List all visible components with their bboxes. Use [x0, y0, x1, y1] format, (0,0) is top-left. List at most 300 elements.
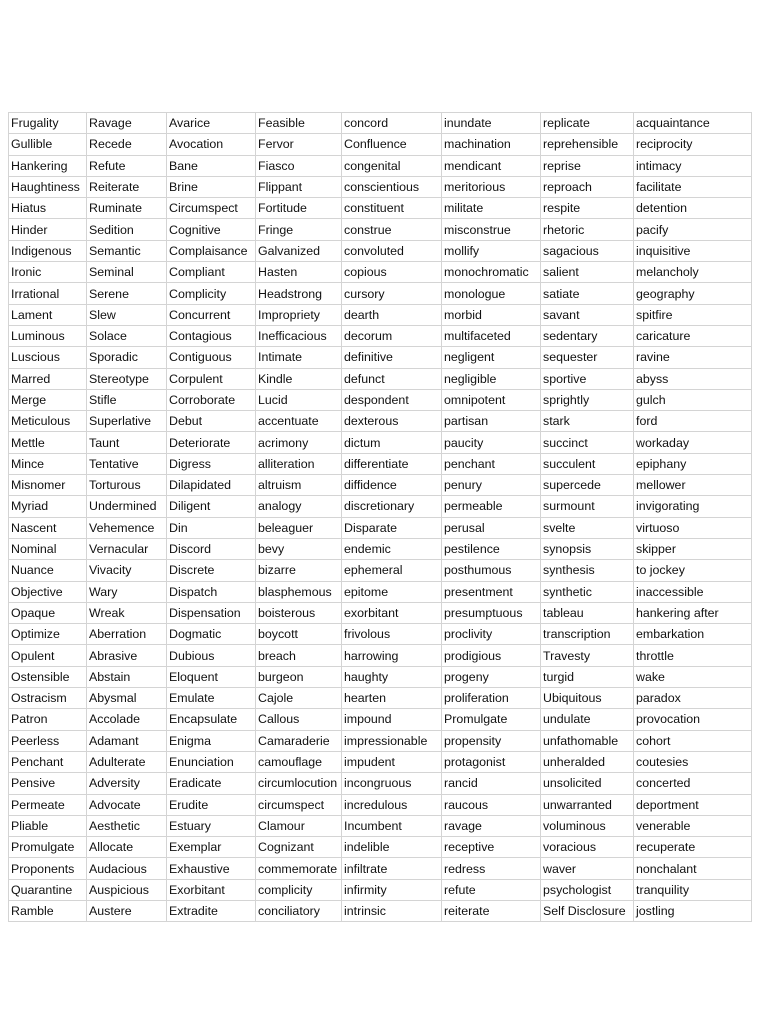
table-cell: detention: [634, 198, 752, 219]
table-cell: Hinder: [9, 219, 87, 240]
table-cell: reiterate: [442, 900, 541, 921]
table-row: [9, 517, 752, 538]
table-cell: Discrete: [167, 560, 256, 581]
table-row: [9, 581, 752, 602]
table-cell: reproach: [541, 176, 634, 197]
table-cell: Seminal: [87, 262, 167, 283]
table-cell: frivolous: [342, 624, 442, 645]
table-cell: Ironic: [9, 262, 87, 283]
table-cell: Disparate: [342, 517, 442, 538]
table-cell: discretionary: [342, 496, 442, 517]
table-cell: defunct: [342, 368, 442, 389]
table-cell: Irrational: [9, 283, 87, 304]
table-cell: dictum: [342, 432, 442, 453]
table-row: [9, 219, 752, 240]
table-cell: Mince: [9, 453, 87, 474]
table-cell: undulate: [541, 709, 634, 730]
table-cell: haughty: [342, 666, 442, 687]
table-cell: Ostensible: [9, 666, 87, 687]
table-cell: succinct: [541, 432, 634, 453]
table-cell: Taunt: [87, 432, 167, 453]
table-cell: reprise: [541, 155, 634, 176]
table-cell: voracious: [541, 837, 634, 858]
table-cell: Debut: [167, 411, 256, 432]
table-row: [9, 688, 752, 709]
table-cell: Wreak: [87, 602, 167, 623]
table-cell: dearth: [342, 304, 442, 325]
table-cell: Optimize: [9, 624, 87, 645]
table-cell: Auspicious: [87, 879, 167, 900]
table-cell: Austere: [87, 900, 167, 921]
table-cell: Aberration: [87, 624, 167, 645]
table-cell: Enigma: [167, 730, 256, 751]
table-cell: Complicity: [167, 283, 256, 304]
table-cell: Cognitive: [167, 219, 256, 240]
table-cell: negligent: [442, 347, 541, 368]
table-cell: proclivity: [442, 624, 541, 645]
table-cell: presumptuous: [442, 602, 541, 623]
table-cell: Corpulent: [167, 368, 256, 389]
table-cell: Dispensation: [167, 602, 256, 623]
table-row: [9, 709, 752, 730]
table-cell: harrowing: [342, 645, 442, 666]
table-cell: protagonist: [442, 751, 541, 772]
table-row: [9, 262, 752, 283]
table-cell: boycott: [256, 624, 342, 645]
table-cell: refute: [442, 879, 541, 900]
table-cell: intimacy: [634, 155, 752, 176]
table-row: [9, 368, 752, 389]
table-cell: ravine: [634, 347, 752, 368]
table-cell: Tentative: [87, 453, 167, 474]
table-cell: multifaceted: [442, 325, 541, 346]
table-cell: impound: [342, 709, 442, 730]
table-cell: mendicant: [442, 155, 541, 176]
table-row: [9, 453, 752, 474]
table-cell: inquisitive: [634, 240, 752, 261]
table-cell: synopsis: [541, 538, 634, 559]
table-cell: cohort: [634, 730, 752, 751]
table-cell: Adulterate: [87, 751, 167, 772]
table-cell: Erudite: [167, 794, 256, 815]
table-cell: complicity: [256, 879, 342, 900]
table-cell: decorum: [342, 325, 442, 346]
table-cell: Dilapidated: [167, 475, 256, 496]
table-cell: Reiterate: [87, 176, 167, 197]
table-cell: cursory: [342, 283, 442, 304]
table-cell: Circumspect: [167, 198, 256, 219]
table-cell: tableau: [541, 602, 634, 623]
table-row: [9, 496, 752, 517]
table-cell: svelte: [541, 517, 634, 538]
table-cell: Quarantine: [9, 879, 87, 900]
table-cell: posthumous: [442, 560, 541, 581]
table-cell: waver: [541, 858, 634, 879]
table-cell: accentuate: [256, 411, 342, 432]
table-cell: commemorate: [256, 858, 342, 879]
table-cell: progeny: [442, 666, 541, 687]
table-cell: Permeate: [9, 794, 87, 815]
table-cell: Avocation: [167, 134, 256, 155]
table-cell: Vernacular: [87, 538, 167, 559]
table-cell: machination: [442, 134, 541, 155]
table-cell: Myriad: [9, 496, 87, 517]
table-cell: hankering after: [634, 602, 752, 623]
table-cell: Ravage: [87, 113, 167, 134]
table-cell: Complaisance: [167, 240, 256, 261]
table-cell: concord: [342, 113, 442, 134]
table-cell: penury: [442, 475, 541, 496]
table-cell: Merge: [9, 389, 87, 410]
table-cell: Advocate: [87, 794, 167, 815]
table-row: [9, 283, 752, 304]
table-cell: constituent: [342, 198, 442, 219]
table-cell: Nascent: [9, 517, 87, 538]
table-cell: ephemeral: [342, 560, 442, 581]
table-cell: Discord: [167, 538, 256, 559]
table-row: [9, 794, 752, 815]
table-cell: Headstrong: [256, 283, 342, 304]
table-cell: Promulgate: [442, 709, 541, 730]
table-cell: Emulate: [167, 688, 256, 709]
table-row: [9, 751, 752, 772]
table-row: [9, 240, 752, 261]
table-cell: Allocate: [87, 837, 167, 858]
table-row: [9, 624, 752, 645]
table-cell: Ramble: [9, 900, 87, 921]
table-cell: succulent: [541, 453, 634, 474]
table-row: [9, 773, 752, 794]
table-cell: Gullible: [9, 134, 87, 155]
table-cell: pestilence: [442, 538, 541, 559]
table-cell: transcription: [541, 624, 634, 645]
table-cell: nonchalant: [634, 858, 752, 879]
table-cell: impudent: [342, 751, 442, 772]
table-cell: Pliable: [9, 815, 87, 836]
table-cell: Slew: [87, 304, 167, 325]
table-cell: infirmity: [342, 879, 442, 900]
table-cell: geography: [634, 283, 752, 304]
table-cell: workaday: [634, 432, 752, 453]
table-cell: Vehemence: [87, 517, 167, 538]
table-cell: intrinsic: [342, 900, 442, 921]
table-cell: burgeon: [256, 666, 342, 687]
table-cell: analogy: [256, 496, 342, 517]
table-cell: gulch: [634, 389, 752, 410]
table-cell: Feasible: [256, 113, 342, 134]
table-cell: Opaque: [9, 602, 87, 623]
table-cell: unsolicited: [541, 773, 634, 794]
table-row: [9, 538, 752, 559]
table-cell: redress: [442, 858, 541, 879]
table-cell: paradox: [634, 688, 752, 709]
table-cell: inundate: [442, 113, 541, 134]
table-cell: concerted: [634, 773, 752, 794]
table-row: [9, 858, 752, 879]
table-cell: propensity: [442, 730, 541, 751]
table-cell: Nuance: [9, 560, 87, 581]
table-cell: omnipotent: [442, 389, 541, 410]
table-cell: permeable: [442, 496, 541, 517]
table-cell: circumlocution: [256, 773, 342, 794]
table-cell: jostling: [634, 900, 752, 921]
table-cell: recuperate: [634, 837, 752, 858]
table-cell: monologue: [442, 283, 541, 304]
table-cell: psychologist: [541, 879, 634, 900]
table-cell: Deteriorate: [167, 432, 256, 453]
table-cell: Proponents: [9, 858, 87, 879]
table-cell: Misnomer: [9, 475, 87, 496]
table-cell: monochromatic: [442, 262, 541, 283]
table-cell: Abysmal: [87, 688, 167, 709]
table-cell: Self Disclosure: [541, 900, 634, 921]
table-cell: unheralded: [541, 751, 634, 772]
table-cell: copious: [342, 262, 442, 283]
table-cell: Peerless: [9, 730, 87, 751]
table-cell: caricature: [634, 325, 752, 346]
table-cell: unwarranted: [541, 794, 634, 815]
table-cell: facilitate: [634, 176, 752, 197]
table-cell: Enunciation: [167, 751, 256, 772]
table-cell: Contiguous: [167, 347, 256, 368]
table-cell: blasphemous: [256, 581, 342, 602]
table-cell: congenital: [342, 155, 442, 176]
table-cell: provocation: [634, 709, 752, 730]
table-cell: Torturous: [87, 475, 167, 496]
table-cell: Brine: [167, 176, 256, 197]
table-cell: spitfire: [634, 304, 752, 325]
table-cell: Frugality: [9, 113, 87, 134]
table-row: [9, 176, 752, 197]
table-cell: conscientious: [342, 176, 442, 197]
table-cell: Corroborate: [167, 389, 256, 410]
table-cell: Stereotype: [87, 368, 167, 389]
table-cell: Contagious: [167, 325, 256, 346]
table-cell: Accolade: [87, 709, 167, 730]
table-cell: wake: [634, 666, 752, 687]
table-cell: acquaintance: [634, 113, 752, 134]
table-cell: altruism: [256, 475, 342, 496]
table-cell: misconstrue: [442, 219, 541, 240]
table-cell: pacify: [634, 219, 752, 240]
table-cell: Exemplar: [167, 837, 256, 858]
table-cell: diffidence: [342, 475, 442, 496]
table-cell: reprehensible: [541, 134, 634, 155]
table-cell: Objective: [9, 581, 87, 602]
table-row: [9, 666, 752, 687]
table-cell: Camaraderie: [256, 730, 342, 751]
table-cell: melancholy: [634, 262, 752, 283]
table-cell: embarkation: [634, 624, 752, 645]
table-cell: Ruminate: [87, 198, 167, 219]
table-cell: Dispatch: [167, 581, 256, 602]
table-cell: coutesies: [634, 751, 752, 772]
table-cell: paucity: [442, 432, 541, 453]
table-cell: indelible: [342, 837, 442, 858]
table-cell: penchant: [442, 453, 541, 474]
table-cell: beleaguer: [256, 517, 342, 538]
table-cell: Impropriety: [256, 304, 342, 325]
table-cell: incongruous: [342, 773, 442, 794]
table-cell: turgid: [541, 666, 634, 687]
table-cell: Sedition: [87, 219, 167, 240]
table-cell: reciprocity: [634, 134, 752, 155]
table-cell: Opulent: [9, 645, 87, 666]
table-row: [9, 645, 752, 666]
table-cell: Abrasive: [87, 645, 167, 666]
table-cell: infiltrate: [342, 858, 442, 879]
table-cell: Ostracism: [9, 688, 87, 709]
table-cell: Luscious: [9, 347, 87, 368]
table-cell: Fervor: [256, 134, 342, 155]
table-cell: definitive: [342, 347, 442, 368]
table-cell: camouflage: [256, 751, 342, 772]
table-row: [9, 475, 752, 496]
table-cell: Ubiquitous: [541, 688, 634, 709]
table-cell: mollify: [442, 240, 541, 261]
table-cell: Adamant: [87, 730, 167, 751]
table-row: [9, 304, 752, 325]
table-cell: Exorbitant: [167, 879, 256, 900]
table-cell: Callous: [256, 709, 342, 730]
table-cell: dexterous: [342, 411, 442, 432]
table-cell: Recede: [87, 134, 167, 155]
table-cell: Fringe: [256, 219, 342, 240]
table-cell: Cognizant: [256, 837, 342, 858]
table-row: [9, 134, 752, 155]
table-cell: Vivacity: [87, 560, 167, 581]
table-cell: Encapsulate: [167, 709, 256, 730]
table-cell: boisterous: [256, 602, 342, 623]
table-cell: Eloquent: [167, 666, 256, 687]
table-cell: Digress: [167, 453, 256, 474]
table-cell: epitome: [342, 581, 442, 602]
table-cell: Inefficacious: [256, 325, 342, 346]
table-cell: Dogmatic: [167, 624, 256, 645]
table-cell: Fortitude: [256, 198, 342, 219]
table-cell: conciliatory: [256, 900, 342, 921]
table-cell: bizarre: [256, 560, 342, 581]
table-cell: synthesis: [541, 560, 634, 581]
table-cell: meritorious: [442, 176, 541, 197]
table-cell: abyss: [634, 368, 752, 389]
vocabulary-table: [8, 112, 752, 922]
table-row: [9, 602, 752, 623]
table-cell: Dubious: [167, 645, 256, 666]
table-cell: sprightly: [541, 389, 634, 410]
table-cell: Mettle: [9, 432, 87, 453]
table-row: [9, 432, 752, 453]
table-cell: supercede: [541, 475, 634, 496]
table-cell: exorbitant: [342, 602, 442, 623]
table-cell: satiate: [541, 283, 634, 304]
table-cell: incredulous: [342, 794, 442, 815]
table-cell: salient: [541, 262, 634, 283]
table-cell: ford: [634, 411, 752, 432]
table-row: [9, 900, 752, 921]
table-cell: Avarice: [167, 113, 256, 134]
table-cell: Concurrent: [167, 304, 256, 325]
table-cell: Pensive: [9, 773, 87, 794]
table-cell: Din: [167, 517, 256, 538]
table-cell: Estuary: [167, 815, 256, 836]
table-cell: Cajole: [256, 688, 342, 709]
table-cell: Wary: [87, 581, 167, 602]
table-cell: Nominal: [9, 538, 87, 559]
table-cell: circumspect: [256, 794, 342, 815]
table-cell: Travesty: [541, 645, 634, 666]
table-cell: stark: [541, 411, 634, 432]
table-row: [9, 155, 752, 176]
table-cell: Adversity: [87, 773, 167, 794]
table-cell: construe: [342, 219, 442, 240]
table-row: [9, 730, 752, 751]
table-cell: Hasten: [256, 262, 342, 283]
table-cell: Penchant: [9, 751, 87, 772]
table-cell: Compliant: [167, 262, 256, 283]
table-cell: Confluence: [342, 134, 442, 155]
table-cell: proliferation: [442, 688, 541, 709]
table-cell: hearten: [342, 688, 442, 709]
table-cell: Bane: [167, 155, 256, 176]
table-cell: impressionable: [342, 730, 442, 751]
table-cell: surmount: [541, 496, 634, 517]
table-cell: acrimony: [256, 432, 342, 453]
table-cell: Intimate: [256, 347, 342, 368]
table-cell: raucous: [442, 794, 541, 815]
table-cell: Exhaustive: [167, 858, 256, 879]
table-cell: sedentary: [541, 325, 634, 346]
table-cell: Serene: [87, 283, 167, 304]
table-cell: throttle: [634, 645, 752, 666]
table-cell: ravage: [442, 815, 541, 836]
table-cell: voluminous: [541, 815, 634, 836]
table-cell: despondent: [342, 389, 442, 410]
table-cell: Meticulous: [9, 411, 87, 432]
table-row: [9, 113, 752, 134]
table-cell: Lucid: [256, 389, 342, 410]
table-cell: Hankering: [9, 155, 87, 176]
table-cell: Hiatus: [9, 198, 87, 219]
table-cell: Galvanized: [256, 240, 342, 261]
table-row: [9, 347, 752, 368]
table-cell: Indigenous: [9, 240, 87, 261]
table-row: [9, 815, 752, 836]
table-cell: Lament: [9, 304, 87, 325]
table-cell: sagacious: [541, 240, 634, 261]
table-cell: convoluted: [342, 240, 442, 261]
table-cell: respite: [541, 198, 634, 219]
table-cell: Superlative: [87, 411, 167, 432]
table-cell: endemic: [342, 538, 442, 559]
table-cell: skipper: [634, 538, 752, 559]
table-row: [9, 560, 752, 581]
table-cell: Sporadic: [87, 347, 167, 368]
table-cell: Incumbent: [342, 815, 442, 836]
table-cell: alliteration: [256, 453, 342, 474]
vocabulary-table-body: [9, 113, 752, 922]
table-cell: morbid: [442, 304, 541, 325]
table-cell: Fiasco: [256, 155, 342, 176]
table-cell: Flippant: [256, 176, 342, 197]
table-cell: epiphany: [634, 453, 752, 474]
table-cell: Kindle: [256, 368, 342, 389]
table-cell: breach: [256, 645, 342, 666]
table-cell: Aesthetic: [87, 815, 167, 836]
table-cell: tranquility: [634, 879, 752, 900]
table-cell: partisan: [442, 411, 541, 432]
table-cell: Luminous: [9, 325, 87, 346]
